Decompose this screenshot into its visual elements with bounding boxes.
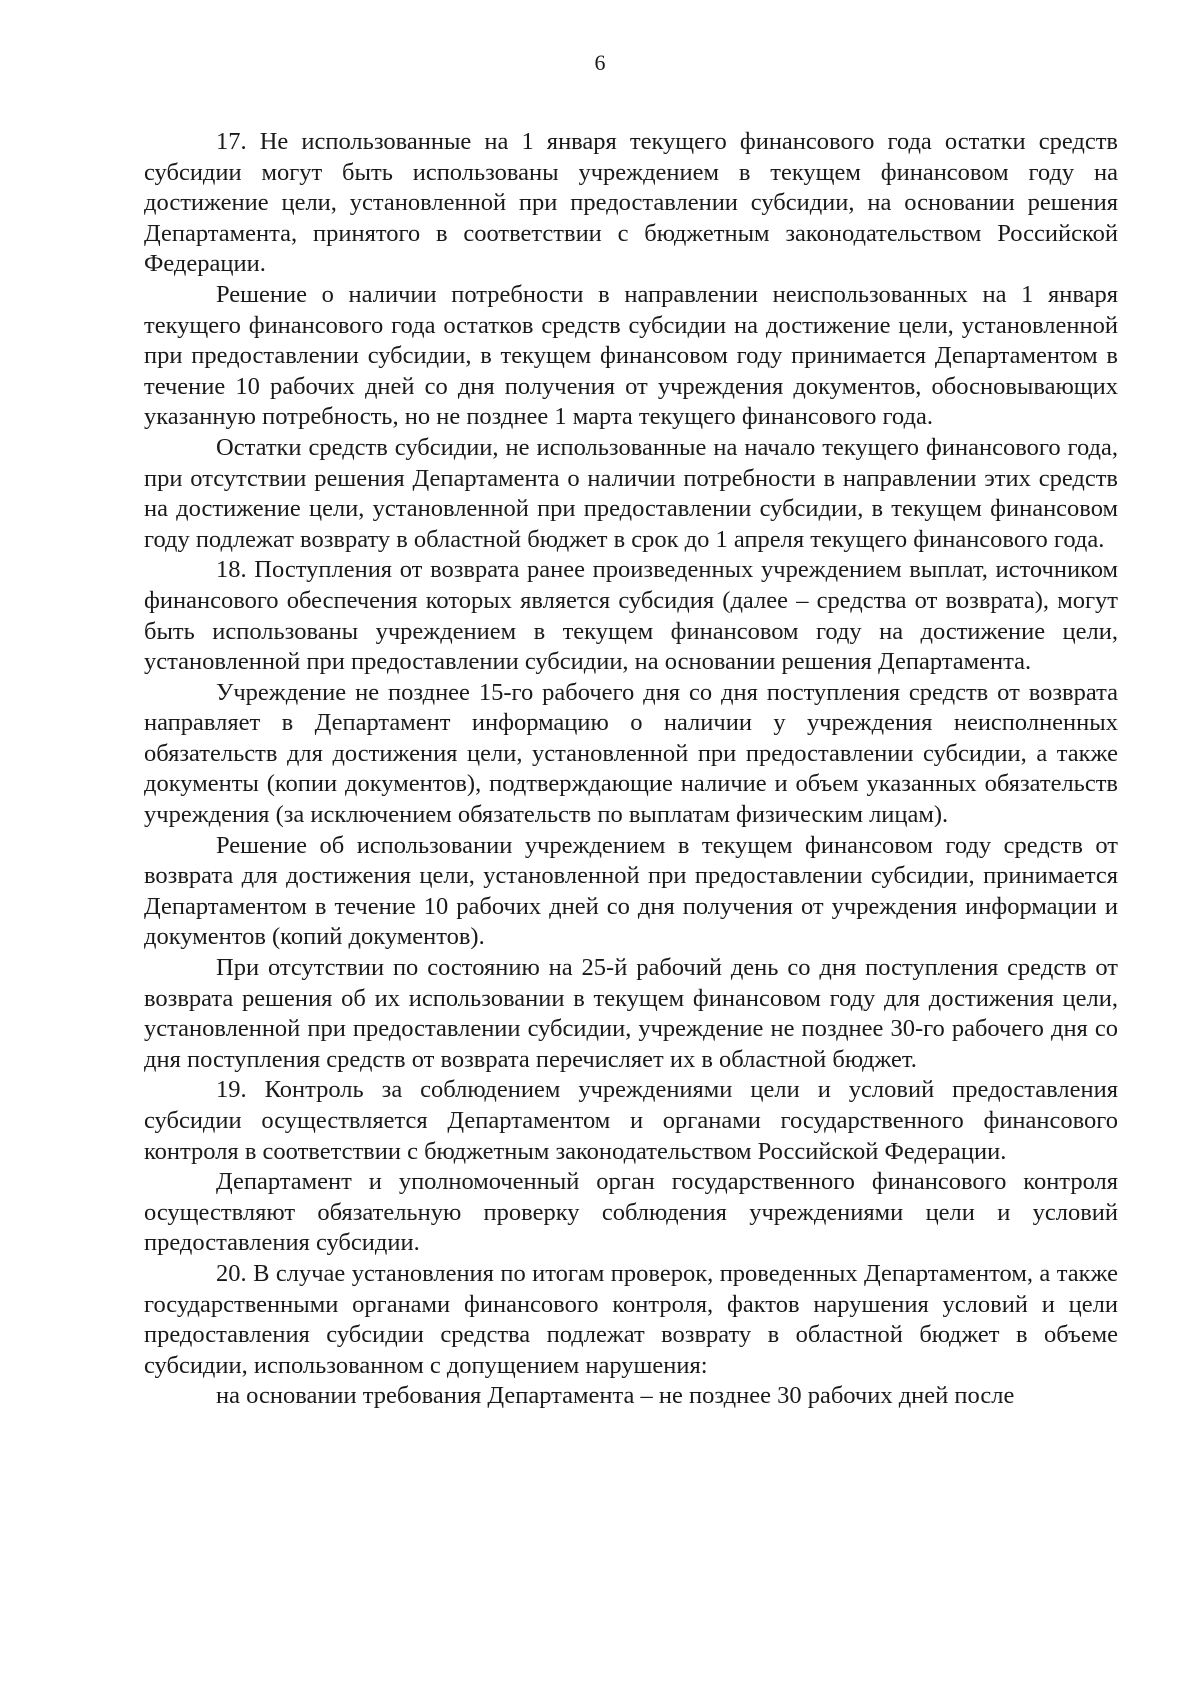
paragraph-return-funds-decision: Решение об использовании учреждением в текущем финансовом году средств от возврата для достижения цели, установленной при предоставлении субсидии, принимается Департаментом в течение 10 рабочих дней со дня получения от учреждения информации и документов (копий документов).	[144, 831, 1118, 951]
paragraph-balance-return: Остатки средств субсидии, не использованные на начало текущего финансового года, при отсутствии решения Департамента о наличии потребности в направлении этих средств на достижение цели, установленной при предоставлении субсидии, в текущем финансовом году подлежат возврату в областной бюджет в срок до 1 апреля текущего финансового года.	[144, 433, 1118, 553]
paragraph-18: 18. Поступления от возврата ранее произведенных учреждением выплат, источником финансового обеспечения которых является субсидия (далее – средства от возврата), могут быть использованы учреждением в текущем финансовом году на достижение цели, установленной при предоставлении субсидии, на основании решения Департамента.	[144, 556, 1118, 676]
paragraph-return-to-budget: При отсутствии по состоянию на 25-й рабочий день со дня поступления средств от возврата решения об их использовании в текущем финансовом году для достижения цели, установленной при предоставлении субсидии, учреждение не позднее 30-го рабочего дня со дня поступления средств от возврата перечисляет их в областной бюджет.	[144, 954, 1118, 1073]
paragraph-20: 20. В случае установления по итогам проверок, проведенных Департаментом, а также государственными органами финансового контроля, фактов нарушения условий и цели предоставления субсидии средства подлежат возврату в областной бюджет в объеме субсидии, использованном с допущением нарушения:	[144, 1259, 1118, 1379]
paragraph-institution-notice: Учреждение не позднее 15-го рабочего дня со дня поступления средств от возврата направляет в Департамент информацию о наличии у учреждения неисполненных обязательств для достижения цели, установленной при предоставлении субсидии, а также документы (копии документов), подтверждающие наличие и объем указанных обязательств учреждения (за исключением обязательств по выплатам физическим лицам).	[144, 678, 1118, 829]
document-body	[144, 127, 1118, 1412]
paragraph-department-requirement: на основании требования Департамента – не позднее 30 рабочих дней после	[216, 1382, 1015, 1410]
paragraph-17: 17. Не использованные на 1 января текущего финансового года остатки средств субсидии могут быть использованы учреждением в текущем финансовом году на достижение цели, установленной при предоставлении субсидии, на основании решения Департамента, принятого в соответствии с бюджетным законодательством Российской Федерации.	[144, 128, 1118, 278]
paragraph-mandatory-inspection: Департамент и уполномоченный орган государственного финансового контроля осуществляют обязательную проверку соблюдения учреждениями цели и условий предоставления субсидии.	[144, 1168, 1118, 1257]
paragraph-unused-balance-decision: Решение о наличии потребности в направлении неиспользованных на 1 января текущего финансового года остатков средств субсидии на достижение цели, установленной при предоставлении субсидии, в текущем финансовом году принимается Департаментом в течение 10 рабочих дней со дня получения от учреждения документов, обосновывающих указанную потребность, но не позднее 1 марта текущего финансового года.	[144, 280, 1118, 431]
paragraph-19: 19. Контроль за соблюдением учреждениями цели и условий предоставления субсидии осуществляется Департаментом и органами государственного финансового контроля в соответствии с бюджетным законодательством Российской Федерации.	[144, 1076, 1118, 1165]
page-number: 6	[594, 50, 606, 75]
